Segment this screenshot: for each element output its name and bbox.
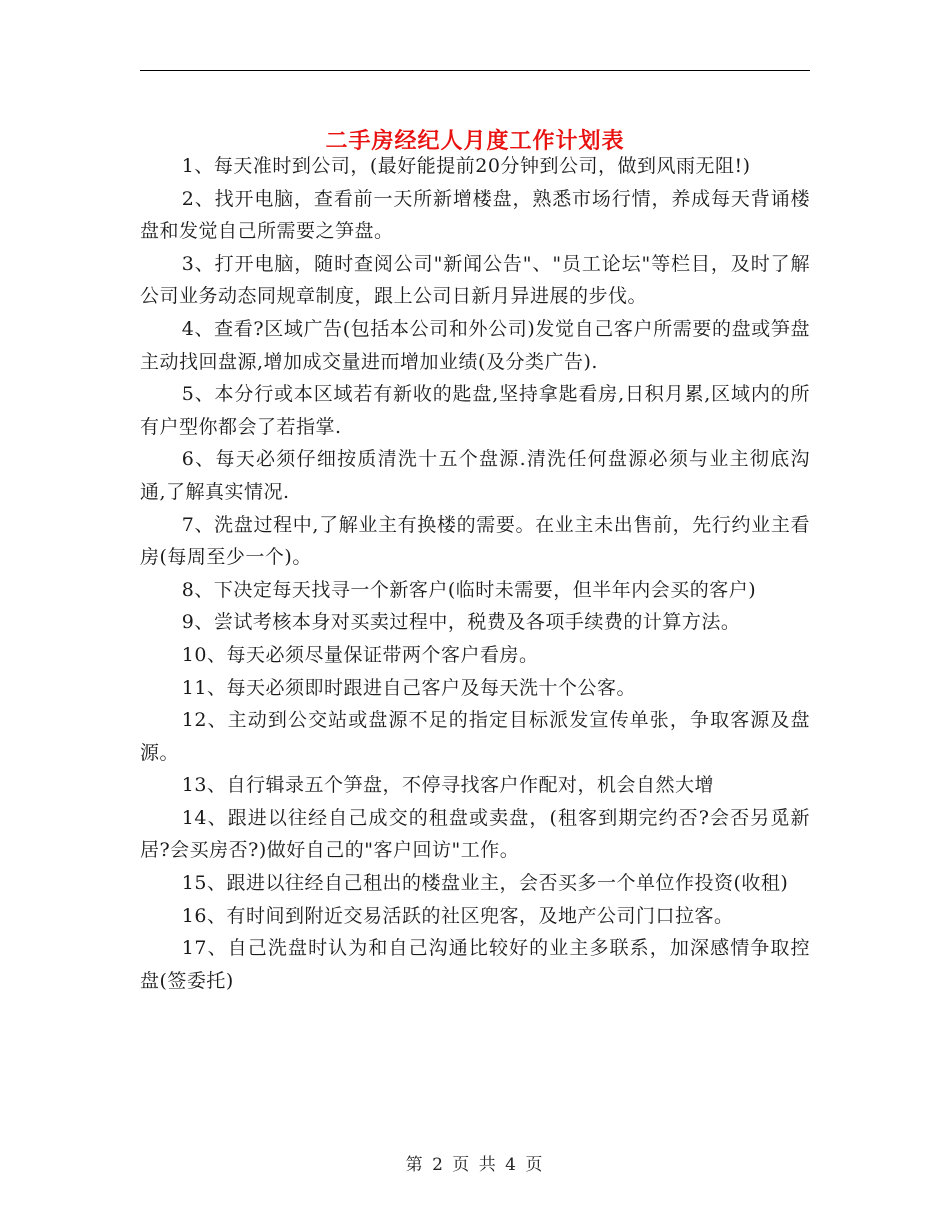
paragraph-14: 14、跟进以往经自己成交的租盘或卖盘，(租客到期完约否?会否另觅新居?会买房否?)做好自己的"客户回访"工作。: [140, 806, 810, 862]
document-body: [140, 150, 810, 997]
paragraph-4: 4、查看?区域广告(包括本公司和外公司)发觉自己客户所需要的盘或笋盘主动找回盘源,增加成交量进而增加业绩(及分类广告).: [140, 317, 810, 373]
paragraph-12: 12、主动到公交站或盘源不足的指定目标派发宣传单张，争取客源及盘源。: [140, 709, 810, 764]
page-number-footer: 第 2 页 共 4 页: [405, 1155, 545, 1175]
paragraph-2: 2、找开电脑，查看前一天所新增楼盘，熟悉市场行情，养成每天背诵楼盘和发觉自己所需要之笋盘。: [140, 187, 810, 243]
document-title: 二手房经纪人月度工作计划表: [325, 127, 625, 154]
paragraph-7: 7、洗盘过程中,了解业主有换楼的需要。在业主未出售前，先行约业主看房(每周至少一个)。: [140, 513, 810, 569]
header-rule: [140, 70, 810, 71]
paragraph-8: 8、下决定每天找寻一个新客户(临时未需要，但半年内会买的客户): [181, 578, 757, 601]
paragraph-6: 6、每天必须仔细按质清洗十五个盘源.清洗任何盘源必须与业主彻底沟通,了解真实情况.: [140, 448, 810, 503]
paragraph-13: 13、自行辑录五个笋盘，不停寻找客户作配对，机会自然大增: [181, 774, 714, 797]
paragraph-1: 1、每天准时到公司，(最好能提前20分钟到公司，做到风雨无阻!): [181, 155, 751, 177]
paragraph-10: 10、每天必须尽量保证带两个客户看房。: [181, 643, 539, 666]
paragraph-5: 5、本分行或本区域若有新收的匙盘,坚持拿匙看房,日积月累,区域内的所有户型你都会了若指掌.: [140, 383, 810, 438]
paragraph-16: 16、有时间到附近交易活跃的社区兜客，及地产公司门口拉客。: [181, 904, 734, 927]
paragraph-15: 15、跟进以往经自己租出的楼盘业主，会否买多一个单位作投资(收租): [181, 872, 789, 895]
paragraph-3: 3、打开电脑，随时查阅公司"新闻公告"、"员工论坛"等栏目，及时了解公司业务动态同规章制度，跟上公司日新月异进展的步伐。: [140, 252, 810, 308]
paragraph-9: 9、尝试考核本身对买卖过程中，税费及各项手续费的计算方法。: [181, 611, 741, 634]
paragraph-17: 17、自己洗盘时认为和自己沟通比较好的业主多联系，加深感情争取控盘(签委托): [140, 937, 810, 992]
paragraph-11: 11、每天必须即时跟进自己客户及每天洗十个公客。: [181, 676, 636, 699]
